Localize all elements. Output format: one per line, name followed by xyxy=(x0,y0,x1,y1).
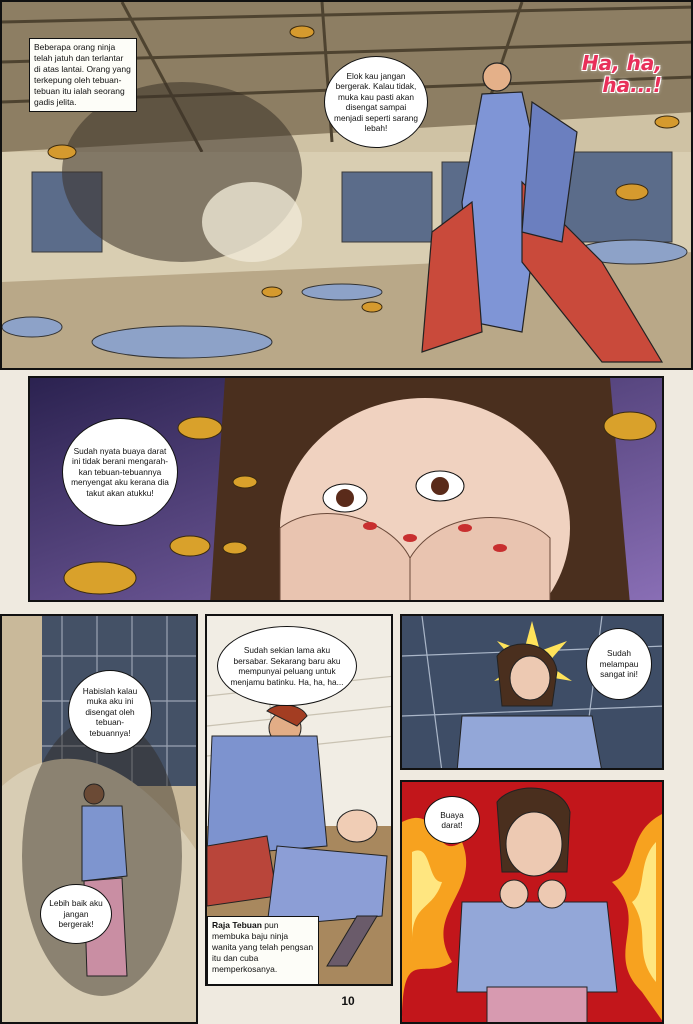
page-number: 10 xyxy=(341,994,355,1008)
bubble-text: Sudah sekian lama aku bersabar. Sekarang baru aku mempunyai peluang untuk menjamu batinku. Ha, ha, ha... xyxy=(230,645,344,687)
panel-4 xyxy=(205,614,393,986)
bubble-text: Buaya darat! xyxy=(440,809,464,830)
bubble-text: Sudah melampau sangat ini! xyxy=(599,648,639,680)
speech-bubble-girl-shout xyxy=(424,796,480,844)
panel-1 xyxy=(0,0,693,370)
narration-caption xyxy=(207,916,319,986)
bubble-text: Elok kau jangan bergerak. Kalau tidak, muka kau pasti akan disengat sampai menjadi seperti sarang lebah! xyxy=(334,70,418,133)
caption-text: pun membuka baju ninja wanita yang telah pengsan itu dan cuba memperkosanya. xyxy=(212,920,314,974)
caption-name: Raja Tebuan xyxy=(212,920,262,930)
speech-bubble-girl-thought xyxy=(62,418,178,526)
speech-bubble-girl-angry xyxy=(586,628,652,700)
panel-5 xyxy=(400,614,664,770)
speech-bubble-girl-decision xyxy=(40,884,112,944)
laugh-sound-effect: Ha, ha, ha...! xyxy=(581,51,662,97)
narration-caption: Beberapa orang ninja telah jatuh dan terlantar di atas lantai. Orang yang terkepung oleh tebuan-tebuan itu ialah seorang gadis jelita. xyxy=(29,38,137,112)
bubble-text: Sudah nyata buaya darat ini tidak berani mengarah-kan tebuan-tebuannya menyengat aku kerana dia takut akan atukku! xyxy=(71,445,169,498)
speech-bubble-villain xyxy=(217,626,357,706)
speech-bubble-girl-worried xyxy=(68,670,152,754)
panel-3 xyxy=(0,614,198,1024)
panel-2 xyxy=(28,376,664,602)
bubble-text: Lebih baik aku jangan bergerak! xyxy=(49,898,103,930)
speech-bubble-villain xyxy=(324,56,428,148)
panel-6 xyxy=(400,780,664,1024)
bubble-text: Habislah kalau muka aku ini disengat oleh tebuan-tebuannya! xyxy=(82,685,138,738)
